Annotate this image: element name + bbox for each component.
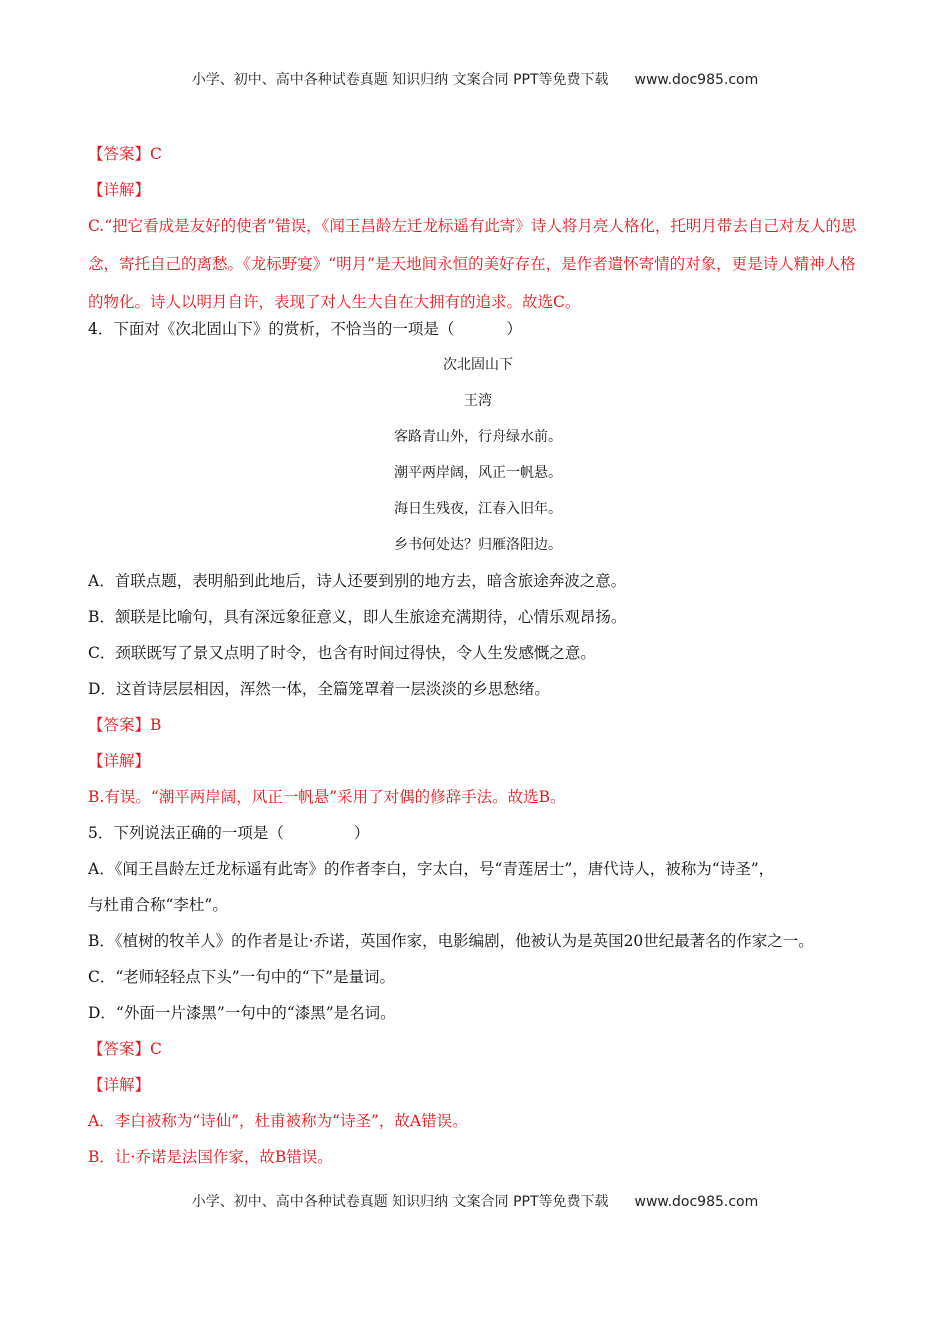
q5-option-d: D．“外面一片漆黑”一句中的“漆黑”是名词。: [88, 1004, 396, 1022]
header-text: 小学、初中、高中各种试卷真题 知识归纳 文案合同 PPT等免费下载: [191, 72, 609, 88]
poem-line: 客路青山外，行舟绿水前。: [394, 429, 562, 445]
q5-option-c: C．“老师轻轻点下头”一句中的“下”是量词。: [88, 968, 396, 986]
q4-option-d: D．这首诗层层相因，浑然一体，全篇笼罩着一层淡淡的乡思愁绪。: [88, 680, 550, 698]
q4-option-c: C．颈联既写了景又点明了时令，也含有时间过得快，令人生发感慨之意。: [88, 644, 596, 662]
q3-answer: 【答案】C: [88, 145, 162, 163]
q5-option-a-line2: 与杜甫合称“李杜”。: [88, 896, 228, 914]
footer-text: 小学、初中、高中各种试卷真题 知识归纳 文案合同 PPT等免费下载: [191, 1194, 609, 1210]
q4-option-b: B．颔联是比喻句，具有深远象征意义，即人生旅途充满期待，心情乐观昂扬。: [88, 608, 627, 626]
q5-detail-a: A．李白被称为“诗仙”，杜甫被称为“诗圣”，故A错误。: [88, 1112, 468, 1130]
q5-stem-suffix: ）: [353, 824, 370, 842]
q4-detail: B.有误。“潮平两岸阔，风正一帆悬”采用了对偶的修辞手法。故选B。: [88, 788, 566, 806]
q4-answer: 【答案】B: [88, 716, 162, 734]
q5-option-b: B．《植树的牧羊人》的作者是让·乔诺，英国作家，电影编剧，他被认为是英国20世纪最著名的作家之一。: [88, 932, 814, 950]
poem-line: 海日生残夜，江春入旧年。: [394, 501, 562, 517]
q4-stem-suffix: ）: [506, 320, 522, 338]
q4-detail-label: 【详解】: [88, 752, 151, 770]
page-footer: [0, 1191, 950, 1211]
document-body: [88, 144, 868, 1183]
q4-option-a: A．首联点题，表明船到此地后，诗人还要到别的地方去，暗含旅途奔波之意。: [88, 572, 627, 590]
q4-stem-prefix: 4．下面对《次北固山下》的赏析，不恰当的一项是（: [88, 320, 455, 338]
header-site-link[interactable]: www.doc985.com: [634, 72, 759, 88]
poem-title: 次北固山下: [443, 357, 513, 373]
q3-detail-label: 【详解】: [88, 181, 151, 199]
poem-line: 乡书何处达？归雁洛阳边。: [394, 537, 562, 553]
q5-option-a-line1: A．《闻王昌龄左迁龙标遥有此寄》的作者李白，字太白，号“青莲居士”，唐代诗人，被称为“诗圣”，: [88, 860, 775, 878]
footer-site-link[interactable]: www.doc985.com: [634, 1194, 759, 1210]
q5-stem-prefix: 5．下列说法正确的一项是（: [88, 824, 284, 842]
q3-detail: C.“把它看成是友好的使者”错误，《闻王昌龄左迁龙标遥有此寄》诗人将月亮人格化，托明月带去自己对友人的思念，寄托自己的离愁。《龙标野宴》“明月”是天地间永恒的美好存在，是作者遣怀寄情的对象，更是诗人精神人格的物化。诗人以明月自许，表现了对人生大自在大拥有的追求。故选C。: [88, 217, 857, 311]
poem-line: 潮平两岸阔，风正一帆悬。: [394, 465, 562, 481]
q5-detail-b: B．让·乔诺是法国作家，故B错误。: [88, 1148, 333, 1166]
poem-author: 王湾: [464, 393, 492, 409]
q4-stem: [88, 319, 868, 355]
q5-answer: 【答案】C: [88, 1040, 162, 1058]
page-header: [0, 69, 950, 89]
q5-detail-label: 【详解】: [88, 1076, 151, 1094]
q5-stem: [88, 823, 868, 859]
